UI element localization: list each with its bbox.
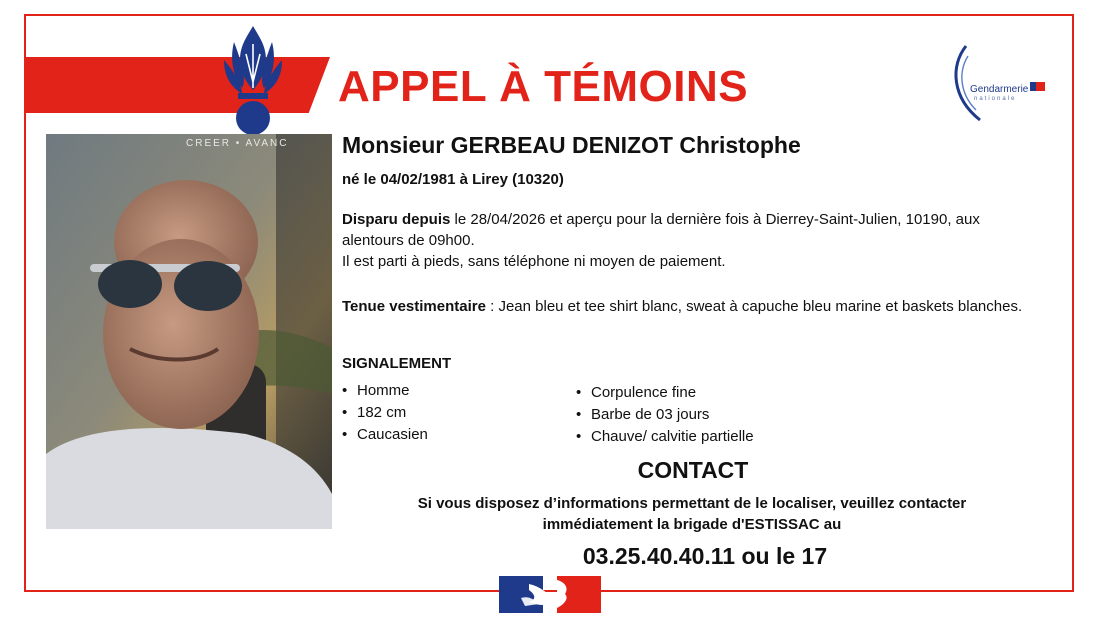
person-name: Monsieur GERBEAU DENIZOT Christophe (342, 132, 801, 158)
contact-text: Si vous disposez d’informations permettant de le localiser, veuillez contacter immédiatement la brigade d'ESTISSAC au (417, 495, 967, 533)
list-item: • Corpulence fine (576, 382, 754, 404)
list-item: • Caucasien (342, 424, 428, 446)
clothing-paragraph (342, 296, 1042, 317)
republique-francaise-marianne-logo (499, 576, 601, 613)
list-item: • Barbe de 03 jours (576, 404, 754, 426)
list-item: • 182 cm (342, 402, 428, 424)
gendarmerie-grenade-icon (220, 24, 286, 136)
signalement-heading: SIGNALEMENT (342, 355, 452, 372)
list-item: • Homme (342, 380, 428, 402)
photo-caption: CREER • AVANC (186, 138, 289, 149)
list-item: • Chauve/ calvitie partielle (576, 426, 754, 448)
birth-info: né le 04/02/1981 à Lirey (10320) (342, 171, 564, 188)
contact-phone: 03.25.40.40.11 ou le 17 (582, 543, 828, 569)
disappearance-paragraph (342, 209, 1042, 272)
signalement-list-left (342, 380, 428, 446)
logo-text: Gendarmerie (970, 84, 1029, 95)
disappearance-line2: Il est parti à pieds, sans téléphone ni moyen de paiement. (342, 253, 726, 270)
disappearance-label: Disparu depuis (342, 211, 451, 228)
gendarmerie-logo (950, 42, 1050, 124)
contact-heading: CONTACT (637, 457, 749, 483)
logo-subtext: nationale (974, 96, 1017, 102)
signalement-list-right (576, 382, 754, 448)
clothing-label: Tenue vestimentaire (342, 298, 486, 315)
page-title: APPEL À TÉMOINS (338, 62, 749, 111)
clothing-text: : Jean bleu et tee shirt blanc, sweat à capuche bleu marine et baskets blanches. (485, 298, 1023, 315)
disappearance-text: le 28/04/2026 et aperçu pour la dernière fois à Dierrey-Saint-Julien, 10190, aux alentours de 09h00. (342, 211, 980, 249)
